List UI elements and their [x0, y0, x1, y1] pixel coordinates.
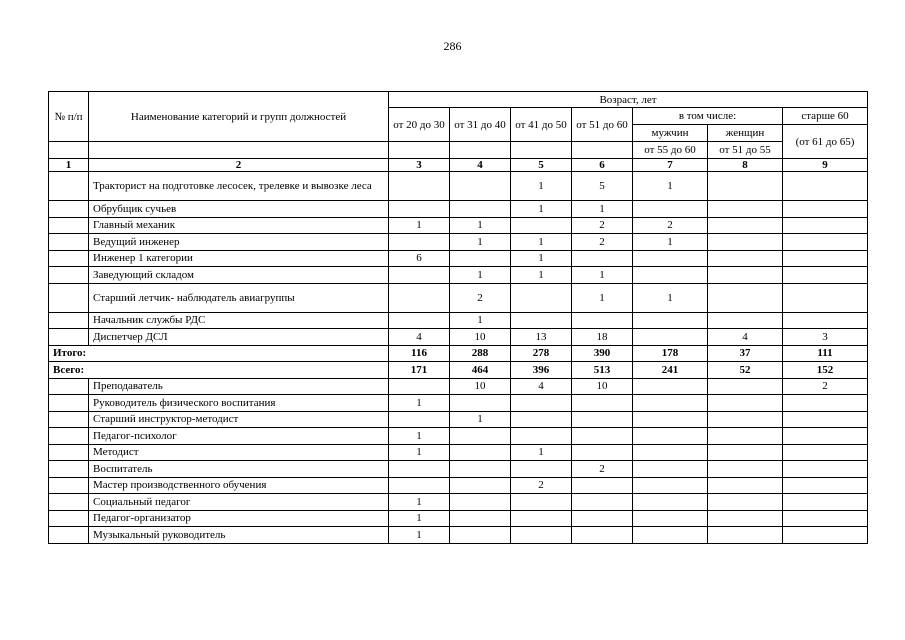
header-spacer: [89, 142, 389, 159]
count-cell: [511, 395, 572, 412]
count-cell: [783, 411, 868, 428]
count-cell: 1: [511, 234, 572, 251]
grand-total-cell: 513: [572, 362, 633, 379]
count-cell: 2: [572, 461, 633, 478]
table-row: [49, 510, 868, 527]
position-name: Музыкальный руководитель: [89, 527, 389, 544]
count-cell: 1: [511, 172, 572, 201]
grand-total-row: [49, 362, 868, 379]
table-row: [49, 312, 868, 329]
column-index: 4: [450, 159, 511, 172]
count-cell: 1: [389, 444, 450, 461]
position-name: Педагог-организатор: [89, 510, 389, 527]
header-spacer: [450, 142, 511, 159]
count-cell: [783, 217, 868, 234]
count-cell: 2: [511, 477, 572, 494]
total-cell: 178: [633, 345, 708, 362]
count-cell: 1: [389, 494, 450, 511]
count-cell: [450, 510, 511, 527]
position-name: Педагог-психолог: [89, 428, 389, 445]
count-cell: [783, 428, 868, 445]
count-cell: [511, 527, 572, 544]
count-cell: 1: [389, 510, 450, 527]
column-index: 8: [708, 159, 783, 172]
total-row: [49, 345, 868, 362]
column-index: 9: [783, 159, 868, 172]
count-cell: [783, 444, 868, 461]
count-cell: [633, 395, 708, 412]
page-number: 286: [443, 39, 462, 53]
count-cell: 10: [450, 378, 511, 395]
count-cell: [572, 428, 633, 445]
header-women: женщин: [708, 125, 783, 142]
count-cell: [389, 312, 450, 329]
position-name: Тракторист на подготовке лесосек, трелевке и вывозке леса: [89, 172, 389, 201]
header-including: в том числе:: [633, 108, 783, 125]
header-name: Наименование категорий и групп должностей: [89, 92, 389, 142]
count-cell: 1: [633, 234, 708, 251]
count-cell: 1: [572, 267, 633, 284]
count-cell: [511, 312, 572, 329]
header-spacer: [389, 142, 450, 159]
position-name: Социальный педагог: [89, 494, 389, 511]
count-cell: [783, 510, 868, 527]
header-age: Возраст, лет: [389, 92, 868, 108]
position-name: Главный механик: [89, 217, 389, 234]
table-header: [49, 92, 868, 172]
count-cell: 1: [450, 234, 511, 251]
count-cell: [389, 477, 450, 494]
count-cell: [572, 527, 633, 544]
count-cell: [708, 267, 783, 284]
row-number-cell: [49, 411, 89, 428]
header-spacer: [49, 142, 89, 159]
position-name: Руководитель физического воспитания: [89, 395, 389, 412]
header-older: старше 60: [783, 108, 868, 125]
header-age-31-40: от 31 до 40: [450, 108, 511, 142]
count-cell: [450, 527, 511, 544]
position-name: Старший инструктор-методист: [89, 411, 389, 428]
position-name: Диспетчер ДСЛ: [89, 329, 389, 346]
position-name: Заведующий складом: [89, 267, 389, 284]
row-number-cell: [49, 428, 89, 445]
row-number-cell: [49, 461, 89, 478]
row-number-cell: [49, 234, 89, 251]
count-cell: 1: [633, 283, 708, 312]
column-index: 7: [633, 159, 708, 172]
count-cell: [389, 172, 450, 201]
total-cell: 288: [450, 345, 511, 362]
header-spacer: [511, 142, 572, 159]
count-cell: [633, 312, 708, 329]
count-cell: [450, 461, 511, 478]
count-cell: [633, 527, 708, 544]
count-cell: [783, 267, 868, 284]
count-cell: [633, 494, 708, 511]
count-cell: 1: [389, 395, 450, 412]
count-cell: 1: [450, 217, 511, 234]
count-cell: [511, 283, 572, 312]
count-cell: [633, 250, 708, 267]
row-number-cell: [49, 250, 89, 267]
count-cell: [783, 250, 868, 267]
position-name: Обрубщик сучьев: [89, 201, 389, 218]
column-index: 5: [511, 159, 572, 172]
count-cell: [708, 201, 783, 218]
count-cell: 2: [450, 283, 511, 312]
count-cell: [572, 444, 633, 461]
total-cell: 111: [783, 345, 868, 362]
row-number-cell: [49, 477, 89, 494]
count-cell: [572, 510, 633, 527]
grand-total-label: Всего:: [49, 362, 389, 379]
count-cell: [708, 527, 783, 544]
count-cell: [511, 217, 572, 234]
count-cell: 1: [511, 201, 572, 218]
count-cell: [783, 395, 868, 412]
row-number-cell: [49, 527, 89, 544]
count-cell: [708, 428, 783, 445]
count-cell: [511, 494, 572, 511]
count-cell: 6: [389, 250, 450, 267]
position-name: Инженер 1 категории: [89, 250, 389, 267]
table-row: [49, 411, 868, 428]
count-cell: [572, 250, 633, 267]
row-number-cell: [49, 329, 89, 346]
count-cell: [708, 395, 783, 412]
header-men: мужчин: [633, 125, 708, 142]
table-row: [49, 527, 868, 544]
row-number-cell: [49, 444, 89, 461]
count-cell: [708, 411, 783, 428]
count-cell: [783, 201, 868, 218]
total-cell: 390: [572, 345, 633, 362]
count-cell: [633, 428, 708, 445]
header-spacer: [572, 142, 633, 159]
table-row: [49, 234, 868, 251]
position-name: Преподаватель: [89, 378, 389, 395]
count-cell: [389, 411, 450, 428]
grand-total-cell: 464: [450, 362, 511, 379]
header-older-range: (от 61 до 65): [783, 125, 868, 159]
count-cell: [450, 494, 511, 511]
table-row: [49, 395, 868, 412]
count-cell: [708, 444, 783, 461]
count-cell: [633, 477, 708, 494]
count-cell: [633, 510, 708, 527]
count-cell: [783, 172, 868, 201]
position-name: Начальник службы РДС: [89, 312, 389, 329]
count-cell: 1: [511, 267, 572, 284]
count-cell: [708, 217, 783, 234]
count-cell: [708, 510, 783, 527]
count-cell: [572, 477, 633, 494]
grand-total-cell: 152: [783, 362, 868, 379]
count-cell: 1: [450, 411, 511, 428]
table-row: [49, 283, 868, 312]
table-row: [49, 217, 868, 234]
count-cell: 13: [511, 329, 572, 346]
row-number-cell: [49, 494, 89, 511]
count-cell: [633, 267, 708, 284]
count-cell: [450, 172, 511, 201]
total-cell: 116: [389, 345, 450, 362]
header-num: № п/п: [49, 92, 89, 142]
grand-total-cell: 241: [633, 362, 708, 379]
table-row: [49, 329, 868, 346]
count-cell: 4: [511, 378, 572, 395]
position-name: Мастер производственного обучения: [89, 477, 389, 494]
total-cell: 278: [511, 345, 572, 362]
column-index-row: [49, 159, 868, 172]
count-cell: 5: [572, 172, 633, 201]
position-name: Воспитатель: [89, 461, 389, 478]
count-cell: 1: [450, 267, 511, 284]
row-number-cell: [49, 201, 89, 218]
count-cell: [389, 234, 450, 251]
column-index: 3: [389, 159, 450, 172]
table-body-section-a: [49, 172, 868, 346]
count-cell: [450, 201, 511, 218]
row-number-cell: [49, 267, 89, 284]
count-cell: [783, 312, 868, 329]
total-label: Итого:: [49, 345, 389, 362]
row-number-cell: [49, 172, 89, 201]
count-cell: [511, 428, 572, 445]
table-row: [49, 201, 868, 218]
count-cell: [783, 494, 868, 511]
count-cell: [511, 461, 572, 478]
count-cell: [708, 461, 783, 478]
count-cell: [572, 411, 633, 428]
count-cell: 1: [389, 428, 450, 445]
row-number-cell: [49, 283, 89, 312]
count-cell: [450, 428, 511, 445]
count-cell: [572, 395, 633, 412]
count-cell: [511, 411, 572, 428]
table-body-section-b: [49, 378, 868, 543]
grand-total-cell: 171: [389, 362, 450, 379]
count-cell: [783, 234, 868, 251]
count-cell: 4: [389, 329, 450, 346]
row-number-cell: [49, 395, 89, 412]
count-cell: [389, 201, 450, 218]
count-cell: 1: [450, 312, 511, 329]
count-cell: [633, 411, 708, 428]
count-cell: [708, 477, 783, 494]
count-cell: 1: [389, 527, 450, 544]
count-cell: [708, 234, 783, 251]
count-cell: 10: [450, 329, 511, 346]
count-cell: [450, 250, 511, 267]
table-row: [49, 267, 868, 284]
count-cell: [572, 494, 633, 511]
count-cell: 1: [389, 217, 450, 234]
count-cell: 1: [572, 201, 633, 218]
row-number-cell: [49, 378, 89, 395]
count-cell: [633, 461, 708, 478]
count-cell: [708, 378, 783, 395]
column-index: 2: [89, 159, 389, 172]
count-cell: 4: [708, 329, 783, 346]
table-row: [49, 494, 868, 511]
table-row: [49, 461, 868, 478]
header-men-range: от 55 до 60: [633, 142, 708, 159]
count-cell: [708, 312, 783, 329]
count-cell: [708, 172, 783, 201]
row-number-cell: [49, 312, 89, 329]
position-name: Ведущий инженер: [89, 234, 389, 251]
table-row: [49, 428, 868, 445]
count-cell: [783, 461, 868, 478]
count-cell: [389, 267, 450, 284]
table-row: [49, 172, 868, 201]
header-women-range: от 51 до 55: [708, 142, 783, 159]
count-cell: [633, 378, 708, 395]
header-age-41-50: от 41 до 50: [511, 108, 572, 142]
count-cell: [708, 283, 783, 312]
count-cell: [450, 477, 511, 494]
count-cell: 2: [572, 217, 633, 234]
table-row: [49, 250, 868, 267]
total-cell: 37: [708, 345, 783, 362]
row-number-cell: [49, 510, 89, 527]
count-cell: 18: [572, 329, 633, 346]
row-number-cell: [49, 217, 89, 234]
position-name: Методист: [89, 444, 389, 461]
grand-total-cell: 396: [511, 362, 572, 379]
table-row: [49, 477, 868, 494]
header-age-51-60: от 51 до 60: [572, 108, 633, 142]
header-age-20-30: от 20 до 30: [389, 108, 450, 142]
count-cell: 1: [511, 444, 572, 461]
count-cell: 1: [511, 250, 572, 267]
count-cell: [572, 312, 633, 329]
count-cell: [708, 250, 783, 267]
count-cell: [708, 494, 783, 511]
count-cell: 3: [783, 329, 868, 346]
count-cell: [450, 395, 511, 412]
count-cell: [783, 283, 868, 312]
count-cell: [389, 378, 450, 395]
count-cell: [633, 201, 708, 218]
grand-total-cell: 52: [708, 362, 783, 379]
count-cell: 1: [633, 172, 708, 201]
count-cell: [389, 283, 450, 312]
table-row: [49, 378, 868, 395]
count-cell: [450, 444, 511, 461]
count-cell: [633, 444, 708, 461]
staff-age-table: [48, 91, 868, 544]
count-cell: [783, 527, 868, 544]
column-index: 6: [572, 159, 633, 172]
count-cell: 10: [572, 378, 633, 395]
count-cell: [783, 477, 868, 494]
table-totals: [49, 345, 868, 378]
table-row: [49, 444, 868, 461]
count-cell: [389, 461, 450, 478]
position-name: Старший летчик- наблюдатель авиагруппы: [89, 283, 389, 312]
count-cell: 2: [783, 378, 868, 395]
count-cell: 2: [572, 234, 633, 251]
count-cell: [633, 329, 708, 346]
count-cell: 1: [572, 283, 633, 312]
count-cell: 2: [633, 217, 708, 234]
column-index: 1: [49, 159, 89, 172]
count-cell: [511, 510, 572, 527]
